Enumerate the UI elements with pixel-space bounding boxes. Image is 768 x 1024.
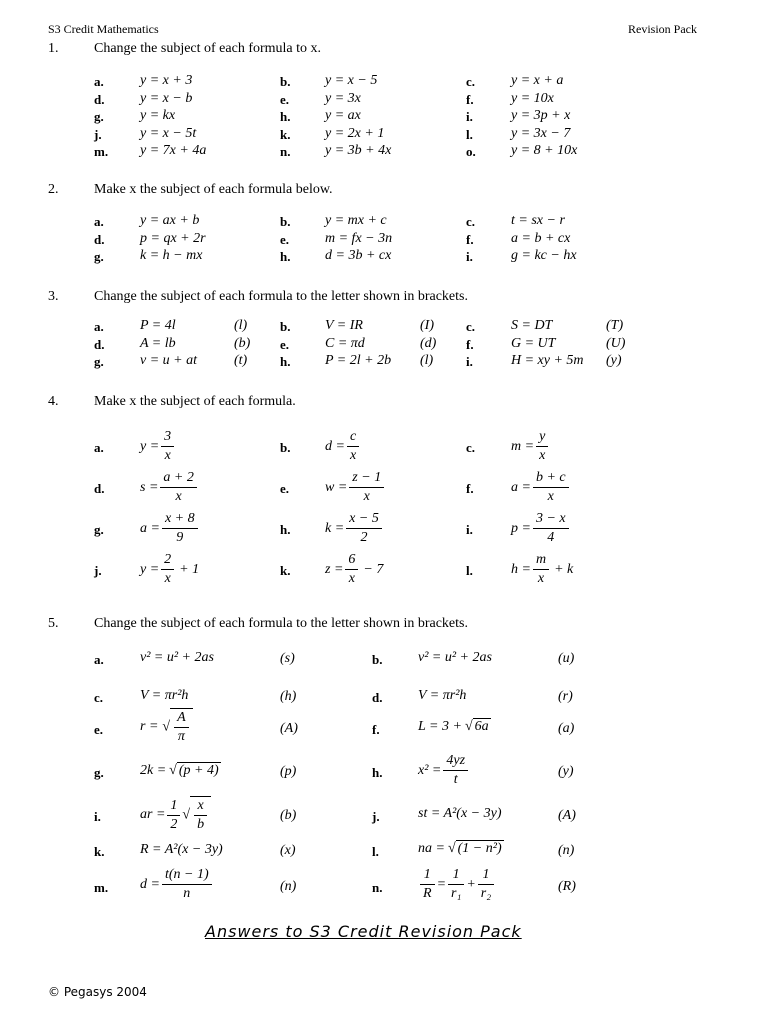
- q3-equation-4: C = πd: [325, 335, 365, 351]
- q3-equation-7: P = 2l + 2b: [325, 353, 392, 369]
- q1-number: 1.: [48, 41, 59, 56]
- q4-tail-11: + k: [554, 561, 574, 577]
- q2-label-6: g.: [94, 249, 104, 265]
- q4-lhs-6: a =: [140, 520, 160, 536]
- q5i-equation: ar = $\frac{1}{2}$ √ $\frac{x}{b}$: [140, 796, 211, 834]
- q5c-equation: V = πr²h: [140, 688, 189, 703]
- q2-equation-5: a = b + cx: [511, 230, 571, 246]
- q4-number: 4.: [48, 394, 59, 409]
- q5-bracket-13: (R): [558, 879, 576, 894]
- q1-equation-4: y = 3x: [325, 90, 361, 106]
- q5n-plus: +: [466, 876, 476, 892]
- q5-bracket-0: (s): [280, 651, 295, 666]
- q5-bracket-11: (n): [558, 843, 575, 858]
- q4-num-11: m: [533, 551, 549, 570]
- q3-equation-6: v = u + at: [140, 353, 197, 369]
- q4-label-7: h.: [280, 522, 291, 537]
- q4-den-0: x: [164, 448, 171, 463]
- q1-label-10: k.: [280, 126, 291, 142]
- q1-label-12: m.: [94, 144, 109, 160]
- q4-fraction-1: [347, 428, 359, 465]
- q4-num-9: 2: [161, 551, 174, 570]
- q4-den-9: x: [164, 571, 171, 586]
- q4-lhs-9: y =: [140, 561, 160, 577]
- q5l-radicand: (1 − n²): [457, 841, 502, 856]
- q3-number: 3.: [48, 289, 59, 304]
- q1-equation-1: y = x − 5: [325, 73, 378, 88]
- q2-equation-3: p = qx + 2r: [140, 230, 206, 246]
- q4-label-5: f.: [466, 481, 474, 496]
- q4-lhs-3: s =: [140, 479, 159, 495]
- q1-equation-3: y = x − b: [140, 90, 193, 106]
- q2-equation-8: g = kc − hx: [511, 248, 577, 264]
- q3-bracket-3: (b): [234, 335, 251, 351]
- q5h-equation: [418, 752, 470, 789]
- q4-num-8: 3 − x: [533, 510, 569, 529]
- q5-bracket-2: (h): [280, 689, 297, 704]
- q4-equation-5: [511, 469, 571, 506]
- q4-num-2: y: [536, 428, 548, 447]
- q4-fraction-5: [533, 469, 569, 506]
- header-left: S3 Credit Mathematics: [48, 22, 159, 36]
- q1-equation-8: y = 3p + x: [511, 108, 571, 124]
- q5n-equation: [418, 866, 496, 903]
- q4-fraction-6: [162, 510, 198, 547]
- q1-label-14: o.: [466, 144, 476, 160]
- q5f-radicand: 6a: [474, 719, 489, 734]
- q4-equation-10: [325, 551, 383, 588]
- q3-label-6: g.: [94, 354, 104, 370]
- q2-number: 2.: [48, 182, 59, 197]
- q5-label-7: h.: [372, 765, 383, 780]
- q4-text: Make x the subject of each formula.: [94, 394, 296, 409]
- q5n-equals: =: [436, 876, 447, 892]
- footer-copyright: © Pegasys 2004: [48, 985, 147, 999]
- q5-bracket-12: (n): [280, 879, 297, 894]
- q5-bracket-1: (u): [558, 651, 575, 666]
- q3-label-4: e.: [280, 336, 290, 352]
- q5n-num2: 1: [448, 866, 464, 885]
- q2-equation-1: y = mx + c: [325, 213, 387, 228]
- q4-fraction-9: [161, 551, 174, 588]
- q1-label-4: e.: [280, 91, 290, 107]
- q5-bracket-7: (y): [558, 764, 574, 779]
- q1-equation-0: y = x + 3: [140, 73, 193, 88]
- q1-equation-7: y = ax: [325, 108, 361, 124]
- q5-number: 5.: [48, 616, 59, 631]
- q2-equation-4: m = fx − 3n: [325, 230, 393, 246]
- q4-num-7: x − 5: [346, 510, 382, 529]
- header-right: Revision Pack: [628, 22, 697, 36]
- q2-label-8: i.: [466, 249, 473, 265]
- q1-equation-9: y = x − 5t: [140, 125, 197, 141]
- q3-bracket-1: (I): [420, 318, 434, 333]
- q5l-equation: na = √ (1 − n²): [418, 840, 502, 856]
- q5g-lhs: 2k =: [140, 762, 167, 778]
- q5-label-2: c.: [94, 690, 104, 705]
- q1-label-2: c.: [466, 74, 476, 89]
- q5h-lhs: x² =: [418, 762, 442, 778]
- q4-label-9: j.: [94, 563, 102, 578]
- q5i-rden: b: [197, 817, 205, 832]
- q4-label-2: c.: [466, 440, 476, 455]
- q5e-num: A: [174, 709, 189, 728]
- q5e-equation: r = √ $\frac{A}{\pi}$: [140, 708, 193, 746]
- q3-label-1: b.: [280, 319, 291, 334]
- q3-bracket-2: (T): [606, 318, 624, 333]
- q5e-den: π: [177, 729, 185, 744]
- q5b-equation: v² = u² + 2as: [418, 650, 492, 665]
- q4-equation-6: [140, 510, 200, 547]
- q4-lhs-1: d =: [325, 438, 345, 454]
- q1-equation-11: y = 3x − 7: [511, 125, 571, 141]
- q5m-equation: [140, 866, 214, 903]
- q4-fraction-8: [533, 510, 569, 547]
- q4-den-3: x: [175, 489, 182, 504]
- q3-equation-8: H = xy + 5m: [511, 353, 584, 369]
- q2-equation-6: k = h − mx: [140, 248, 203, 264]
- q5j-equation: st = A²(x − 3y): [418, 806, 502, 821]
- q5d-equation: V = πr²h: [418, 688, 467, 703]
- q5i-num: 1: [167, 797, 180, 816]
- q2-equation-0: y = ax + b: [140, 213, 200, 228]
- q5m-den: n: [183, 886, 191, 901]
- q3-equation-3: A = lb: [140, 335, 176, 351]
- answers-title: Answers to S3 Credit Revision Pack: [205, 922, 522, 941]
- q5h-den: t: [453, 772, 458, 787]
- q5n-den1: R: [423, 886, 432, 901]
- q3-label-8: i.: [466, 354, 473, 370]
- q4-lhs-4: w =: [325, 479, 348, 495]
- q4-equation-0: [140, 428, 176, 465]
- q1-label-7: h.: [280, 109, 291, 125]
- q5-label-13: n.: [372, 880, 383, 895]
- q4-den-5: x: [547, 489, 554, 504]
- q5-label-0: a.: [94, 652, 104, 667]
- q5-bracket-3: (r): [558, 689, 573, 704]
- q5-bracket-8: (b): [280, 808, 297, 823]
- q1-label-11: l.: [466, 126, 473, 142]
- q5-label-10: k.: [94, 844, 105, 859]
- q3-label-0: a.: [94, 319, 104, 334]
- q5g-radicand: (p + 4): [178, 763, 219, 778]
- q4-lhs-10: z =: [325, 561, 344, 577]
- q2-label-3: d.: [94, 231, 105, 247]
- q5m-num: t(n − 1): [162, 866, 212, 885]
- q3-label-5: f.: [466, 336, 474, 352]
- q5-bracket-5: (a): [558, 721, 575, 736]
- q4-label-3: d.: [94, 481, 105, 496]
- q4-equation-3: [140, 469, 199, 506]
- q5f-lhs: L = 3 +: [418, 718, 462, 734]
- q5-text: Change the subject of each formula to the letter shown in brackets.: [94, 616, 468, 631]
- q5-label-8: i.: [94, 809, 101, 824]
- q5h-num: 4yz: [443, 752, 468, 771]
- q2-equation-2: t = sx − r: [511, 213, 565, 228]
- q1-equation-5: y = 10x: [511, 90, 554, 106]
- q1-equation-14: y = 8 + 10x: [511, 143, 578, 159]
- q4-label-6: g.: [94, 522, 104, 537]
- q4-num-0: 3: [161, 428, 174, 447]
- q5-label-1: b.: [372, 652, 383, 667]
- q1-label-6: g.: [94, 109, 104, 125]
- q4-den-8: 4: [547, 530, 555, 545]
- q4-fraction-2: [536, 428, 548, 465]
- q5-label-6: g.: [94, 765, 104, 780]
- q4-num-3: a + 2: [160, 469, 196, 488]
- q2-label-2: c.: [466, 214, 476, 229]
- q1-equation-6: y = kx: [140, 108, 176, 124]
- q5-bracket-4: (A): [280, 721, 298, 736]
- q4-lhs-2: m =: [511, 438, 535, 454]
- q4-label-4: e.: [280, 481, 290, 496]
- q4-den-10: x: [348, 571, 356, 586]
- q3-bracket-7: (l): [420, 353, 434, 369]
- q5i-lhs: ar =: [140, 807, 166, 822]
- q4-den-4: x: [363, 489, 370, 504]
- q3-equation-5: G = UT: [511, 335, 556, 351]
- q2-label-7: h.: [280, 249, 291, 265]
- q4-label-10: k.: [280, 563, 291, 578]
- q5i-rnum: x: [194, 797, 207, 816]
- q4-fraction-7: [346, 510, 382, 547]
- q2-equation-7: d = 3b + cx: [325, 248, 392, 264]
- q5-label-5: f.: [372, 722, 380, 737]
- q4-label-0: a.: [94, 440, 104, 455]
- q4-den-2: x: [539, 448, 546, 463]
- q5-label-3: d.: [372, 690, 383, 705]
- q3-label-7: h.: [280, 354, 291, 370]
- q3-equation-0: P = 4l: [140, 318, 176, 333]
- q4-den-6: 9: [176, 530, 184, 545]
- q5n-num1: 1: [420, 866, 435, 885]
- q1-equation-2: y = x + a: [511, 73, 564, 88]
- q2-text: Make x the subject of each formula below.: [94, 182, 333, 197]
- q3-bracket-8: (y): [606, 353, 622, 369]
- q5-label-4: e.: [94, 722, 104, 737]
- q4-equation-2: [511, 428, 550, 465]
- q4-num-5: b + c: [533, 469, 569, 488]
- q4-label-8: i.: [466, 522, 473, 537]
- q5i-den: 2: [170, 816, 178, 832]
- q4-num-6: x + 8: [162, 510, 198, 529]
- q1-equation-13: y = 3b + 4x: [325, 143, 392, 159]
- q1-label-5: f.: [466, 91, 474, 107]
- q4-num-1: c: [347, 428, 359, 447]
- q1-equation-10: y = 2x + 1: [325, 125, 385, 141]
- q4-equation-11: [511, 551, 573, 588]
- q4-num-10: 6: [345, 551, 358, 570]
- q2-label-0: a.: [94, 214, 104, 229]
- q1-label-9: j.: [94, 126, 102, 142]
- q1-label-8: i.: [466, 109, 473, 125]
- q5n-den2: r₁: [451, 886, 462, 901]
- q3-bracket-4: (d): [420, 335, 437, 351]
- q1-label-0: a.: [94, 74, 104, 89]
- q5k-equation: R = A²(x − 3y): [140, 842, 223, 857]
- q1-equation-12: y = 7x + 4a: [140, 143, 207, 159]
- q4-lhs-0: y =: [140, 438, 160, 454]
- q4-fraction-11: [533, 551, 549, 588]
- q5g-equation: 2k = √ (p + 4): [140, 762, 219, 778]
- q5l-lhs: na =: [418, 840, 445, 856]
- q5e-lhs: r =: [140, 719, 159, 734]
- q5-label-12: m.: [94, 880, 109, 895]
- q4-tail-9: + 1: [179, 561, 200, 577]
- q5-bracket-10: (x): [280, 843, 296, 858]
- q3-text: Change the subject of each formula to the letter shown in brackets.: [94, 289, 468, 304]
- q5a-equation: v² = u² + 2as: [140, 650, 214, 665]
- q4-den-1: x: [349, 448, 357, 463]
- q3-equation-1: V = IR: [325, 318, 363, 333]
- q5f-equation: L = 3 + √ 6a: [418, 718, 489, 734]
- q2-label-5: f.: [466, 231, 474, 247]
- q4-tail-10: − 7: [363, 561, 384, 577]
- q1-label-13: n.: [280, 144, 291, 160]
- q4-equation-7: [325, 510, 384, 547]
- q4-den-7: 2: [360, 530, 368, 545]
- q4-fraction-4: [349, 469, 384, 506]
- q5-bracket-6: (p): [280, 764, 297, 779]
- q4-lhs-8: p =: [511, 520, 531, 536]
- q4-fraction-10: [345, 551, 358, 588]
- q1-text: Change the subject of each formula to x.: [94, 41, 322, 56]
- q4-fraction-3: [160, 469, 196, 506]
- q3-bracket-0: (l): [234, 318, 248, 333]
- q3-bracket-6: (t): [234, 353, 248, 369]
- q1-label-1: b.: [280, 74, 291, 89]
- q1-label-3: d.: [94, 91, 105, 107]
- q3-label-2: c.: [466, 319, 476, 334]
- q4-den-11: x: [537, 571, 545, 586]
- q2-label-1: b.: [280, 214, 291, 229]
- q4-lhs-5: a =: [511, 479, 531, 495]
- q2-label-4: e.: [280, 231, 290, 247]
- q3-bracket-5: (U): [606, 335, 626, 351]
- q5-label-9: j.: [372, 809, 380, 824]
- q4-num-4: z − 1: [349, 469, 384, 488]
- q5-label-11: l.: [372, 844, 379, 859]
- q4-equation-1: [325, 428, 361, 465]
- q4-lhs-11: h =: [511, 561, 531, 577]
- q4-equation-8: [511, 510, 571, 547]
- q5n-den3: r₂: [480, 886, 492, 901]
- q5m-lhs: d =: [140, 876, 160, 892]
- q4-equation-4: [325, 469, 386, 506]
- q3-label-3: d.: [94, 336, 105, 352]
- q5n-num3: 1: [478, 866, 494, 885]
- q4-label-11: l.: [466, 563, 473, 578]
- q3-equation-2: S = DT: [511, 318, 553, 333]
- q4-equation-9: [140, 551, 199, 588]
- q4-label-1: b.: [280, 440, 291, 455]
- q4-fraction-0: [161, 428, 174, 465]
- q4-lhs-7: k =: [325, 520, 345, 536]
- q5-bracket-9: (A): [558, 808, 576, 823]
